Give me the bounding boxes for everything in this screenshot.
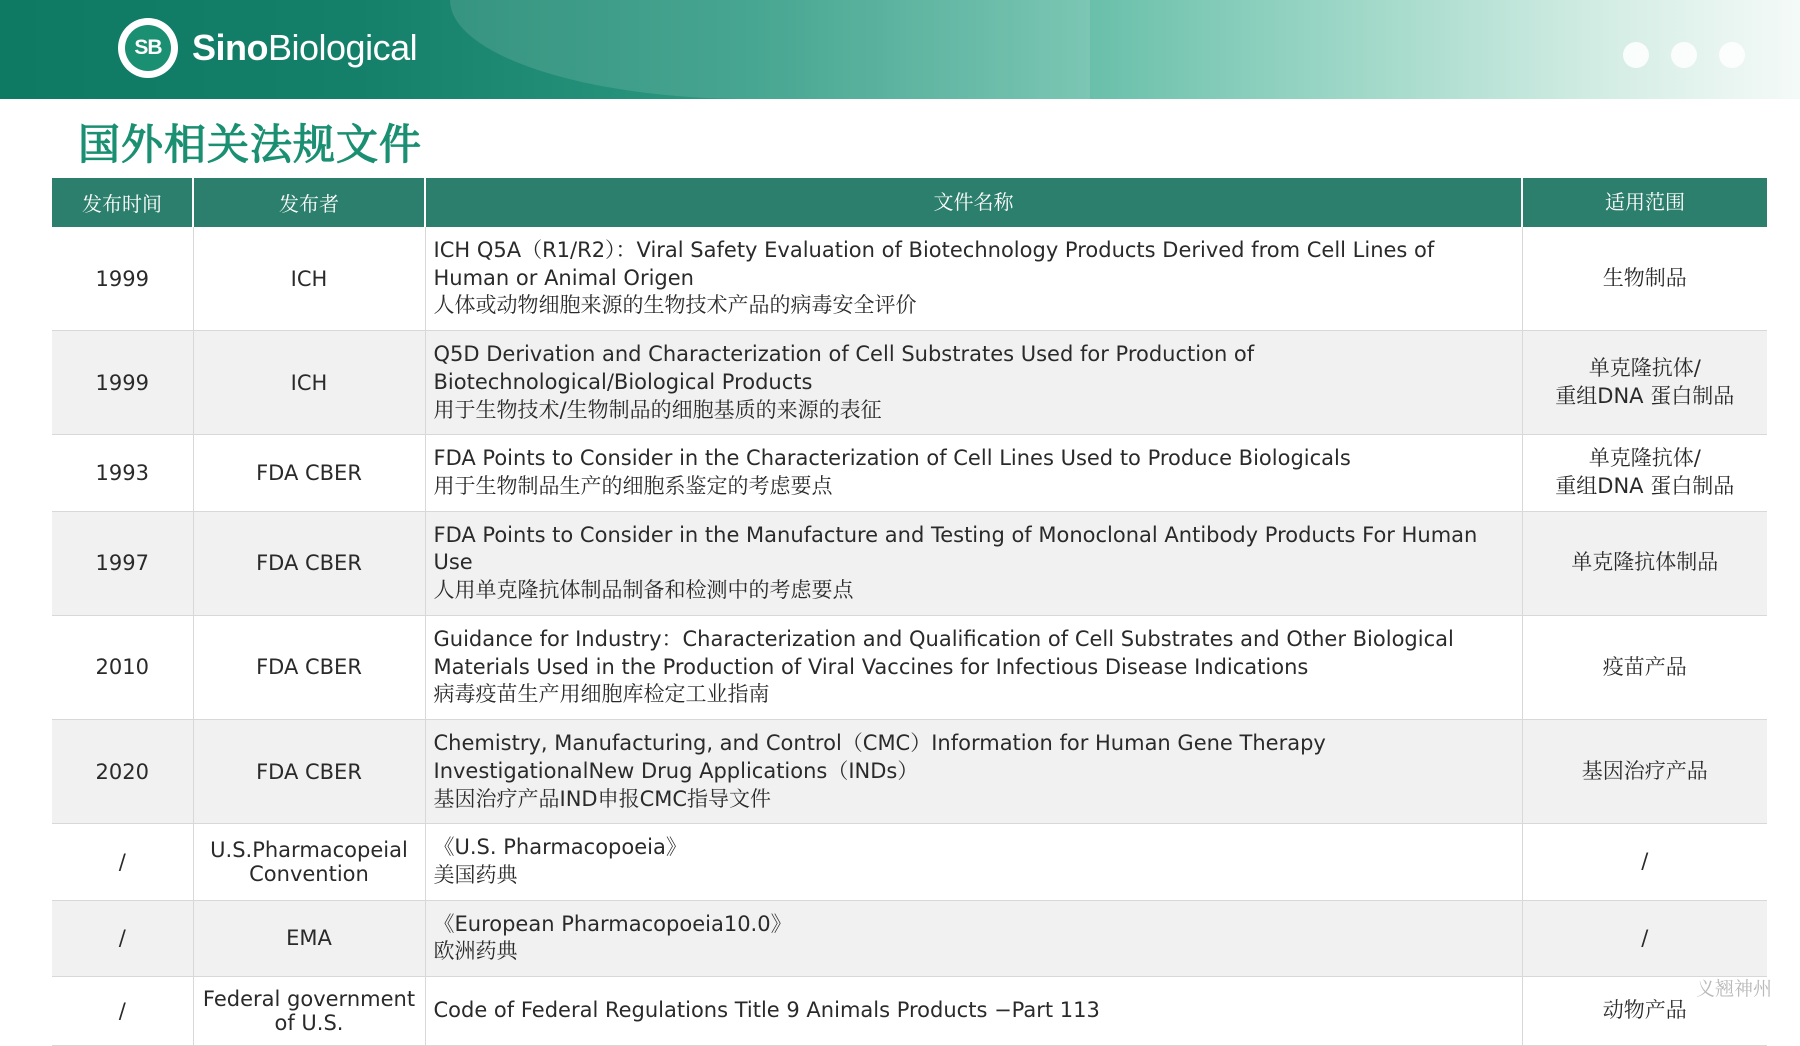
cell-issuer: Federal government of U.S. [193,977,425,1046]
cell-document [425,720,1522,824]
document-title-en: 《European Pharmacopoeia10.0》 [433,911,792,936]
cell-date: / [52,900,193,976]
cell-scope [1522,435,1767,511]
cell-issuer: ICH [193,227,425,331]
cell-scope [1522,824,1767,900]
document-title-cn: 病毒疫苗生产用细胞库检定工业指南 [433,682,770,707]
cell-date: / [52,824,193,900]
table-row [52,720,1767,824]
column-header-scope: 适用范围 [1522,178,1767,227]
document-title-en: FDA Points to Consider in the Manufacture and Testing of Monoclonal Antibody Products For Human Use [433,522,1478,575]
document-title-en: 《U.S. Pharmacopoeia》 [433,835,687,860]
cell-document [425,511,1522,615]
cell-issuer: FDA CBER [193,720,425,824]
cell-issuer: FDA CBER [193,435,425,511]
document-title-cn: 用于生物技术/生物制品的细胞基质的来源的表征 [433,397,882,422]
cell-scope [1522,615,1767,719]
cell-document [425,824,1522,900]
cell-date: / [52,977,193,1046]
document-title-en: Chemistry, Manufacturing, and Control（CMC）Information for Human Gene Therapy InvestigationalNew Drug Applications（INDs） [433,731,1326,783]
scope-line: / [1641,849,1649,874]
scope-line: 疫苗产品 [1602,654,1687,679]
scope-line: 单克隆抗体/ [1588,356,1701,381]
column-header-document: 文件名称 [425,178,1522,227]
table-header [52,178,1767,227]
header-dots-decoration [1623,42,1745,68]
regulations-table [52,178,1767,1046]
logo-badge-text: SB [125,25,171,71]
column-header-date: 发布时间 [52,178,193,227]
document-title-en: FDA Points to Consider in the Characterization of Cell Lines Used to Produce Biologicals [433,446,1351,471]
scope-line: / [1641,925,1649,950]
table-header-row [52,178,1767,227]
cell-issuer: FDA CBER [193,511,425,615]
regulations-table-container [52,178,1767,1046]
cell-document [425,900,1522,976]
brand-name-bold: Sino [192,27,268,68]
document-title-en: Guidance for Industry：Characterization and Qualification of Cell Substrates and Other Biological Materials Used in the Production of Viral Vaccines for Infectious Disease Indications [433,626,1454,679]
cell-issuer: EMA [193,900,425,976]
scope-line: 单克隆抗体制品 [1571,550,1719,575]
document-title-cn: 美国药典 [433,862,518,887]
header-curve-decoration [450,0,1090,99]
document-title-cn: 用于生物制品生产的细胞系鉴定的考虑要点 [433,474,833,499]
column-header-issuer: 发布者 [193,178,425,227]
cell-document [425,331,1522,435]
cell-date: 1997 [52,511,193,615]
scope-line: 生物制品 [1602,265,1687,290]
table-row [52,511,1767,615]
cell-date: 1993 [52,435,193,511]
document-title-cn: 人用单克隆抗体制品制备和检测中的考虑要点 [433,578,854,603]
document-title-en: Code of Federal Regulations Title 9 Animals Products −Part 113 [433,998,1100,1023]
cell-document [425,977,1522,1046]
table-row [52,435,1767,511]
cell-scope [1522,511,1767,615]
scope-line: 动物产品 [1602,998,1687,1023]
watermark: 义翘神州 [1695,978,1772,1000]
table-row [52,227,1767,331]
table-row [52,331,1767,435]
table-row [52,615,1767,719]
dot-icon [1719,42,1745,68]
header-band [0,0,1800,99]
cell-date: 1999 [52,227,193,331]
cell-scope [1522,227,1767,331]
document-title-cn: 人体或动物细胞来源的生物技术产品的病毒安全评价 [433,293,917,318]
cell-issuer: FDA CBER [193,615,425,719]
cell-issuer: U.S.Pharmacopeial Convention [193,824,425,900]
table-row [52,977,1767,1046]
scope-line: 重组DNA 蛋白制品 [1555,474,1735,499]
cell-scope [1522,331,1767,435]
table-row [52,824,1767,900]
scope-line: 重组DNA 蛋白制品 [1555,383,1735,408]
document-title-en: ICH Q5A（R1/R2）：Viral Safety Evaluation of Biotechnology Products Derived from Cell Lines of Human or Animal Origen [433,238,1435,290]
cell-document [425,615,1522,719]
brand-name-light: Biological [268,27,418,68]
brand-name [192,27,417,69]
page-title: 国外相关法规文件 [78,120,423,169]
logo-badge [118,18,178,78]
scope-line: 单克隆抗体/ [1588,446,1701,471]
table-row [52,900,1767,976]
cell-date: 2010 [52,615,193,719]
cell-issuer: ICH [193,331,425,435]
cell-scope [1522,720,1767,824]
document-title-cn: 欧洲药典 [433,939,518,964]
scope-line: 基因治疗产品 [1581,758,1708,783]
brand-logo [118,18,417,78]
cell-date: 2020 [52,720,193,824]
cell-scope [1522,900,1767,976]
dot-icon [1623,42,1649,68]
cell-date: 1999 [52,331,193,435]
table-body [52,227,1767,1046]
dot-icon [1671,42,1697,68]
document-title-cn: 基因治疗产品IND申报CMC指导文件 [433,786,772,811]
cell-document [425,435,1522,511]
cell-document [425,227,1522,331]
document-title-en: Q5D Derivation and Characterization of Cell Substrates Used for Production of Biotechnological/Biological Products [433,342,1255,394]
